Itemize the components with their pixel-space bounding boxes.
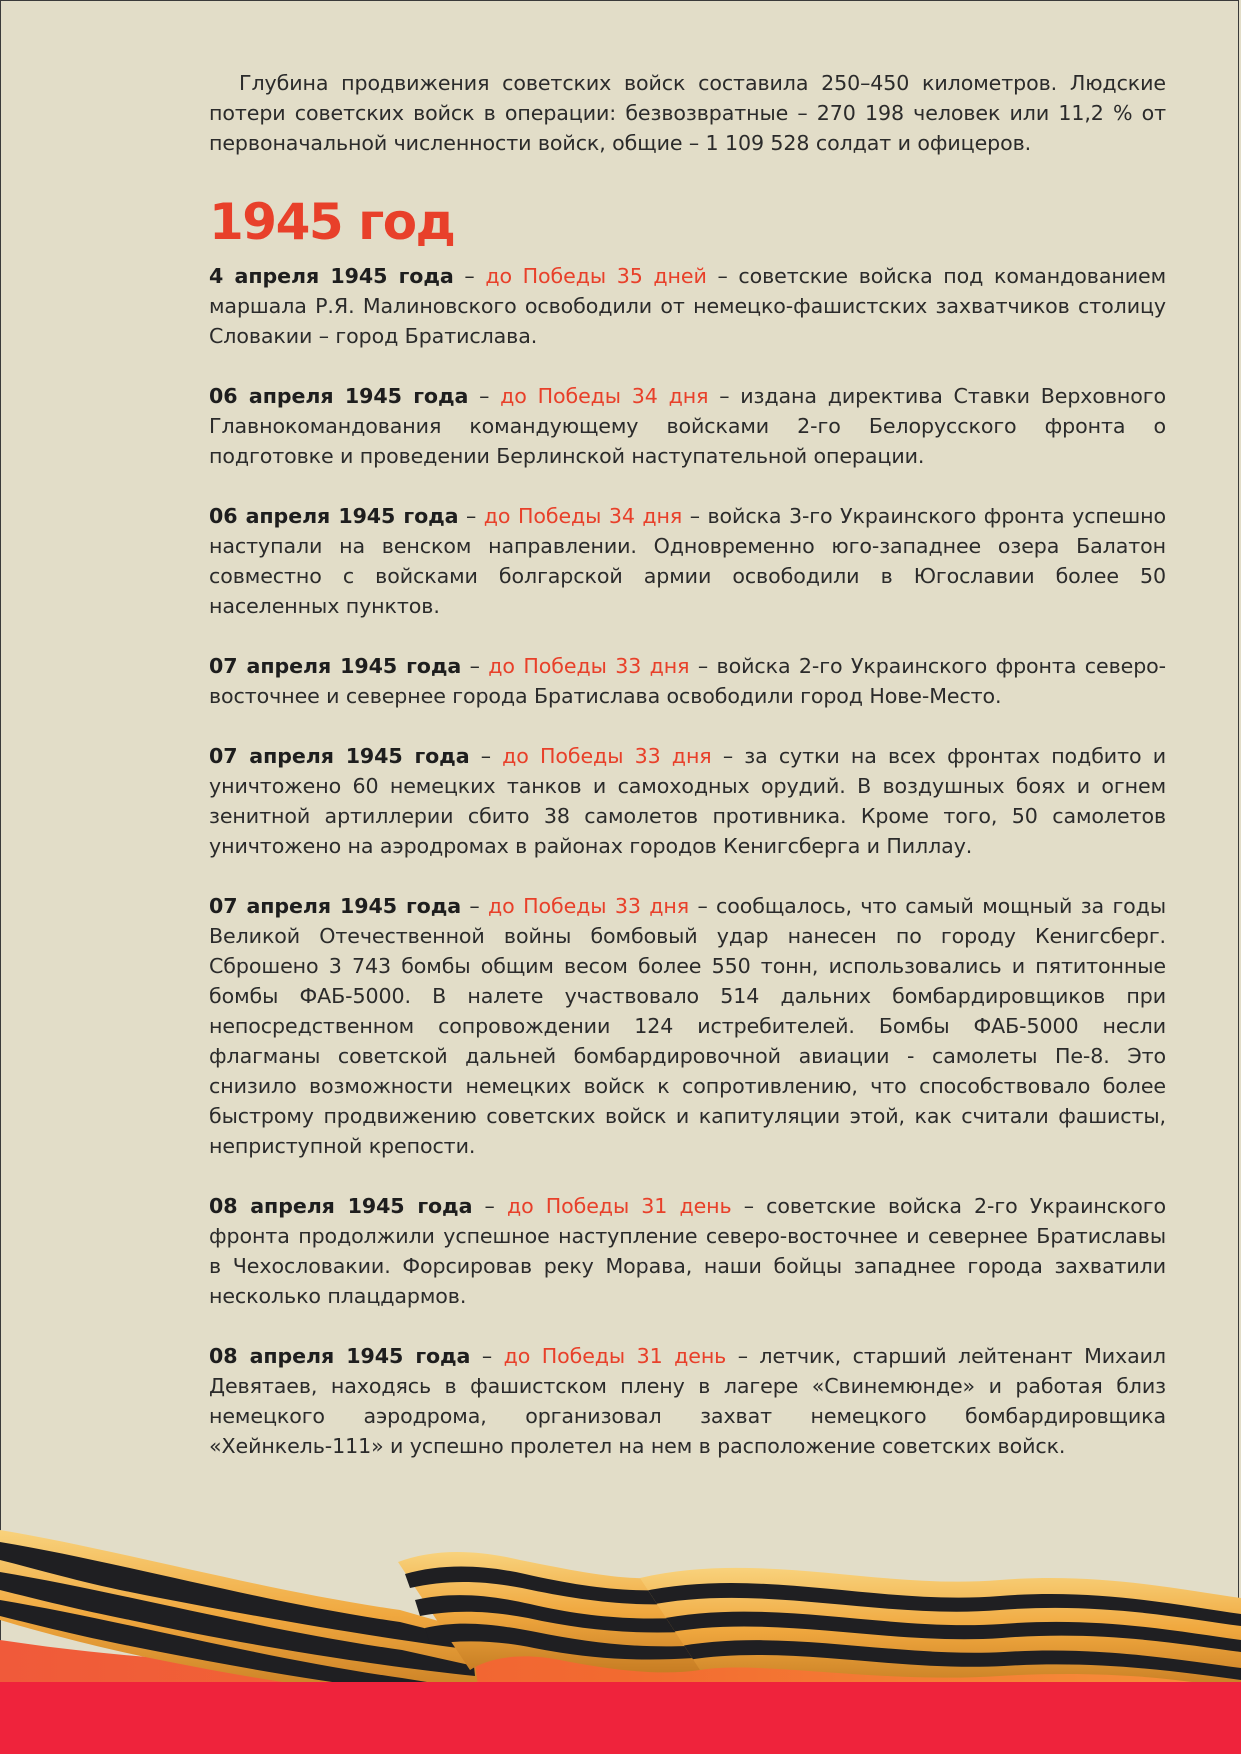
entry-date: 08 апреля 1945 года bbox=[209, 1194, 473, 1218]
entry-countdown: до Победы 33 дня bbox=[488, 654, 690, 678]
chronology-entry bbox=[209, 501, 1166, 621]
entry-separator: – bbox=[458, 504, 484, 528]
entry-countdown: до Победы 33 дня bbox=[488, 894, 690, 918]
entry-countdown: до Победы 33 дня bbox=[502, 744, 712, 768]
intro-paragraph: Глубина продвижения советских войск составила 250–450 километров. Людские потери советских войск в операции: безвозвратные – 270 198 человек или 11,2 % от первоначальной численности войск, общие – 1 109 528 солдат и офицеров. bbox=[209, 71, 1166, 155]
chronology-entry bbox=[209, 741, 1166, 861]
entry-text: – издана директива Ставки Верховного Главнокомандования командующему войсками 2-го Белорусского фронта о подготовке и проведении Берлинской наступательной операции. bbox=[209, 384, 1167, 468]
entry-date: 4 апреля 1945 года bbox=[209, 264, 454, 288]
entry-separator: – bbox=[468, 384, 501, 408]
chronology-entry bbox=[209, 891, 1166, 1161]
entry-date: 07 апреля 1945 года bbox=[209, 744, 470, 768]
entry-separator: – bbox=[470, 1344, 504, 1368]
chronology-entry bbox=[209, 1191, 1166, 1311]
st-george-ribbon-footer bbox=[0, 1520, 1241, 1754]
entry-separator: – bbox=[469, 744, 503, 768]
entry-date: 07 апреля 1945 года bbox=[209, 654, 462, 678]
chronology-entry bbox=[209, 651, 1166, 711]
chronology-entry bbox=[209, 1341, 1166, 1461]
entry-text: – летчик, старший лейтенант Михаил Девятаев, находясь в фашистском плену в лагере «Свинемюнде» и работая близ немецкого аэродрома, организовал захват немецкого бомбардировщика «Хейнкель-111» и успешно пролетел на нем в расположение советских войск. bbox=[209, 1344, 1166, 1458]
chronology-list bbox=[209, 261, 1166, 1461]
entry-text: – советские войска под командованием маршала Р.Я. Малиновского освободили от немецко-фашистских захватчиков столицу Словакии – город Братислава. bbox=[209, 264, 1167, 348]
entry-text: – за сутки на всех фронтах подбито и уничтожено 60 немецких танков и самоходных орудий. В воздушных боях и огнем зенитной артиллерии сбито 38 самолетов противника. Кроме того, 50 самолетов уничтожено на аэродромах в районах городов Кенигсберга и Пиллау. bbox=[209, 744, 1166, 858]
entry-separator: – bbox=[472, 1194, 507, 1218]
chronology-entry bbox=[209, 261, 1166, 351]
entry-countdown: до Победы 35 дней bbox=[485, 264, 707, 288]
entry-date: 08 апреля 1945 года bbox=[209, 1344, 471, 1368]
entry-separator: – bbox=[461, 654, 489, 678]
entry-countdown: до Победы 34 дня bbox=[500, 384, 709, 408]
year-heading: 1945 год bbox=[209, 193, 455, 251]
entry-separator: – bbox=[461, 894, 489, 918]
document-content bbox=[209, 68, 1166, 1461]
entry-text: – советские войска 2-го Украинского фронта продолжили успешное наступление северо-восточнее и севернее Братиславы в Чехословакии. Форсировав реку Морава, наши бойцы западнее города захватили несколько плацдармов. bbox=[209, 1194, 1166, 1308]
entry-text: – сообщалось, что самый мощный за годы Великой Отечественной войны бомбовый удар нанесен по городу Кенигсберг. Сброшено 3 743 бомбы общим весом более 550 тонн, использовались и пятитонные бомбы ФАБ-5000. В налете участвовало 514 дальних бомбардировщиков при непосредственном сопровождении 124 истребителей. Бомбы ФАБ-5000 несли флагманы советской дальней бомбардировочной авиации - самолеты Пе-8. Это снизило возможности немецких войск к сопротивлению, что способствовало более быстрому продвижению советских войск и капитуляции этой, как считали фашисты, неприступной крепости. bbox=[209, 894, 1166, 1158]
entry-countdown: до Победы 34 дня bbox=[483, 504, 683, 528]
entry-date: 06 апреля 1945 года bbox=[209, 384, 469, 408]
entry-text: – войска 3-го Украинского фронта успешно наступали на венском направлении. Одновременно юго-западнее озера Балатон совместно с войсками болгарской армии освободили в Югославии более 50 населенных пунктов. bbox=[209, 504, 1166, 618]
entry-countdown: до Победы 31 день bbox=[503, 1344, 727, 1368]
chronology-entry bbox=[209, 381, 1166, 471]
red-footer-strip bbox=[0, 1682, 1241, 1754]
entry-separator: – bbox=[453, 264, 486, 288]
entry-text: – войска 2-го Украинского фронта северо-восточнее и севернее города Братислава освободили город Нове-Место. bbox=[209, 654, 1166, 708]
entry-date: 06 апреля 1945 года bbox=[209, 504, 459, 528]
entry-countdown: до Победы 31 день bbox=[506, 1194, 732, 1218]
entry-date: 07 апреля 1945 года bbox=[209, 894, 462, 918]
